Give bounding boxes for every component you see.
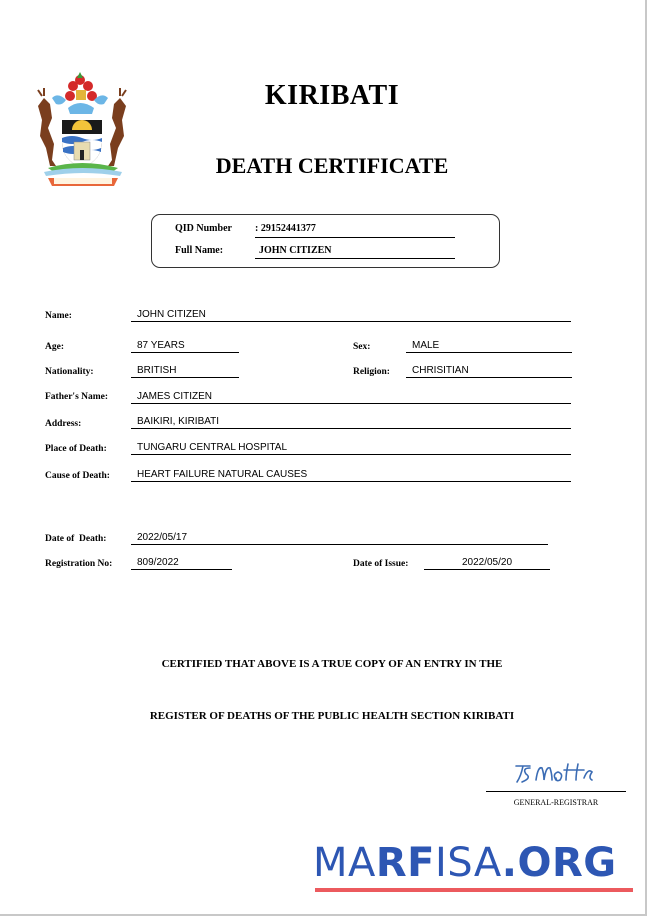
certification-line-2: REGISTER OF DEATHS OF THE PUBLIC HEALTH SECTION KIRIBATI: [149, 710, 515, 722]
age-label: Age:: [45, 342, 64, 352]
signature: [512, 760, 596, 791]
fullname-value: JOHN CITIZEN: [255, 245, 455, 259]
signatory-title: GENERAL-REGISTRAR: [513, 798, 599, 807]
date-of-issue-value: 2022/05/20: [424, 557, 550, 570]
age-value: 87 YEARS: [131, 340, 239, 353]
place-of-death-label: Place of Death:: [45, 444, 107, 454]
watermark-part-3: ISA: [435, 840, 502, 886]
registration-no-value: 809/2022: [131, 557, 232, 570]
watermark-part-4: .ORG: [501, 840, 617, 886]
watermark-logo: [313, 840, 617, 886]
registration-no-label: Registration No:: [45, 559, 113, 569]
certificate-title: DEATH CERTIFICATE: [215, 153, 449, 178]
father-name-value: JAMES CITIZEN: [131, 391, 571, 404]
nationality-value: BRITISH: [131, 365, 239, 378]
fullname-label: Full Name:: [175, 245, 224, 256]
date-of-issue-label: Date of Issue:: [353, 559, 409, 569]
sex-label: Sex:: [353, 342, 371, 352]
address-label: Address:: [45, 419, 82, 429]
father-name-label: Father's Name:: [45, 392, 109, 402]
watermark-part-2: RF: [375, 840, 435, 886]
address-value: BAIKIRI, KIRIBATI: [131, 416, 571, 429]
certification-line-1: CERTIFIED THAT ABOVE IS A TRUE COPY OF AN ENTRY IN THE: [161, 658, 503, 670]
watermark-underline: [315, 888, 633, 892]
qid-label: QID Number: [175, 223, 232, 234]
sex-value: MALE: [406, 340, 572, 353]
religion-value: CHRISITIAN: [406, 365, 572, 378]
place-of-death-value: TUNGARU CENTRAL HOSPITAL: [131, 442, 571, 455]
name-value: JOHN CITIZEN: [131, 309, 571, 322]
religion-label: Religion:: [353, 367, 390, 377]
signature-line: [486, 791, 626, 792]
date-of-death-value: 2022/05/17: [131, 532, 548, 545]
country-title: KIRIBATI: [264, 80, 400, 111]
date-of-death-label: Date of Death:: [45, 534, 107, 544]
cause-of-death-value: HEART FAILURE NATURAL CAUSES: [131, 469, 571, 482]
qid-value: : 29152441377: [255, 223, 455, 238]
watermark-part-1: MA: [313, 840, 376, 886]
nationality-label: Nationality:: [45, 367, 94, 377]
name-label: Name:: [45, 311, 72, 321]
cause-of-death-label: Cause of Death:: [45, 471, 110, 481]
